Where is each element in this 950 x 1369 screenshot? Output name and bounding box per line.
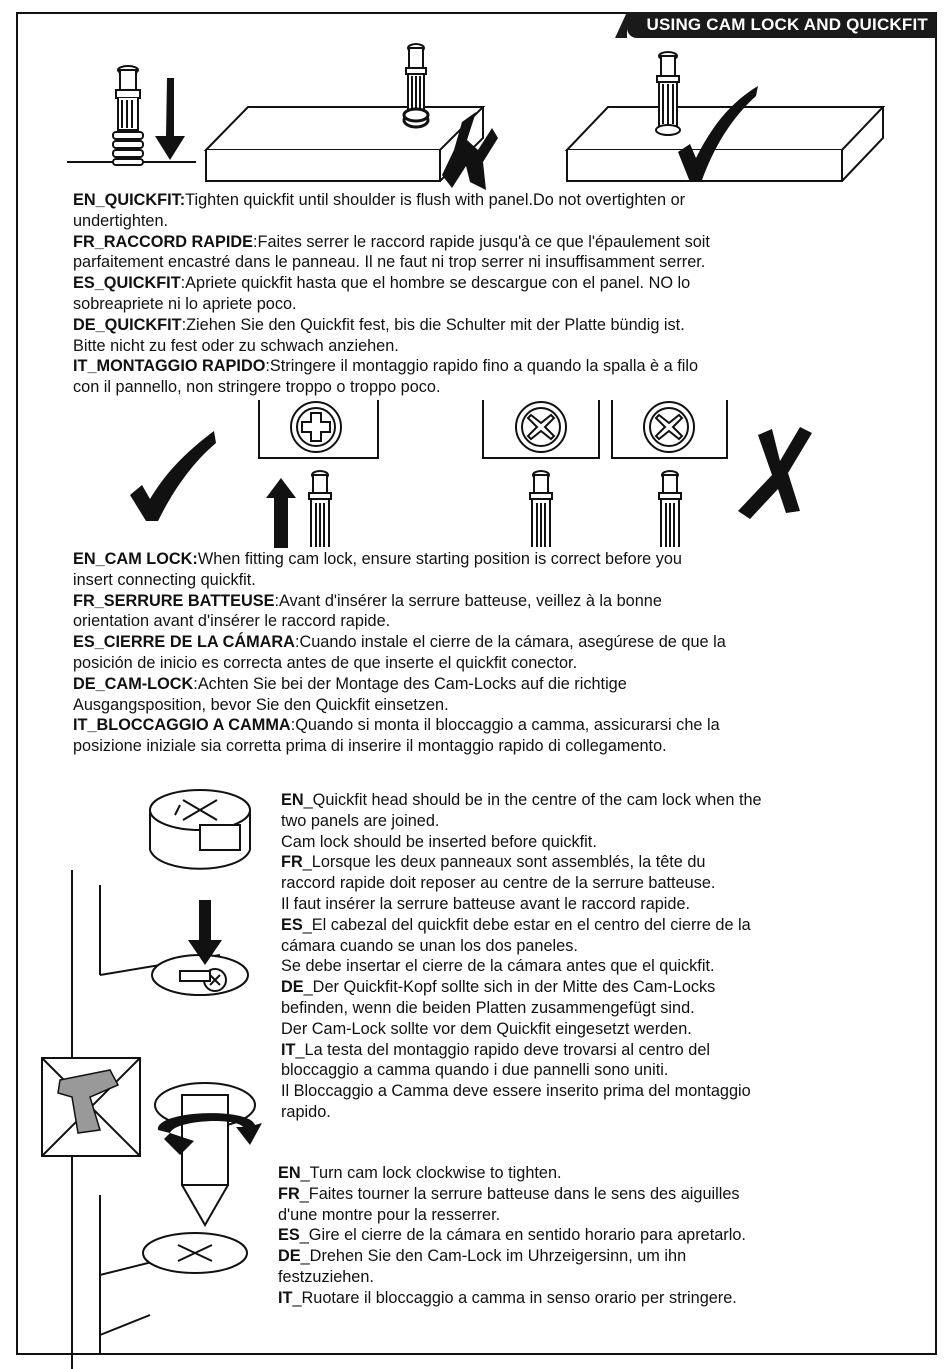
language-label: FR — [281, 853, 303, 872]
text-line — [278, 1246, 746, 1267]
text-line — [73, 211, 710, 232]
line-text: Tighten quickfit until shoulder is flush with panel.Do not overtighten or — [185, 191, 686, 209]
line-text: festzuziehen. — [278, 1267, 374, 1286]
text-line — [281, 1060, 762, 1081]
language-label: IT — [281, 1040, 296, 1059]
text-line — [73, 356, 710, 377]
language-label: ES — [278, 1226, 300, 1245]
quickfit-insert-illustration — [0, 0, 950, 200]
line-text: Se debe insertar el cierre de la cámara antes que el quickfit. — [281, 957, 715, 976]
language-label: ES_QUICKFIT — [73, 274, 181, 293]
text-line — [281, 956, 762, 977]
text-line — [73, 736, 726, 757]
text-line — [281, 1102, 762, 1123]
line-text: :Apriete quickfit hasta que el hombre se descargue con el panel. NO lo — [180, 274, 691, 293]
line-text: _Gire el cierre de la cámara en sentido horario para apretarlo. — [299, 1226, 746, 1245]
line-text: :Ziehen Sie den Quickfit fest, bis die Schulter mit der Platte bündig ist. — [181, 315, 685, 334]
language-label: IT_BLOCCAGGIO A CAMMA — [73, 716, 291, 735]
line-text: Ausgangsposition, bevor Sie den Quickfit einsetzen. — [73, 695, 449, 714]
text-line — [73, 315, 710, 336]
text-line — [73, 232, 710, 253]
text-line — [73, 252, 710, 273]
line-text: _Turn cam lock clockwise to tighten. — [300, 1164, 562, 1182]
text-line — [281, 832, 762, 853]
cam-lock-orientation-illustration — [0, 395, 950, 555]
line-text: con il pannello, non stringere troppo o troppo poco. — [73, 378, 441, 397]
text-line — [73, 294, 710, 315]
line-text: _La testa del montaggio rapido deve trovarsi al centro del — [295, 1040, 710, 1059]
text-line — [73, 549, 726, 570]
text-line — [281, 998, 762, 1019]
text-line — [278, 1184, 746, 1205]
text-line — [278, 1205, 746, 1226]
line-text: cámara cuando se unan los dos paneles. — [281, 936, 578, 955]
line-text: :Quando si monta il bloccaggio a camma, assicurarsi che la — [290, 716, 720, 735]
cam-lock-assembly-illustration — [0, 775, 280, 1355]
text-line — [281, 936, 762, 957]
line-text: d'une montre pour la resserrer. — [278, 1205, 501, 1224]
text-line — [281, 1040, 762, 1061]
text-line — [281, 894, 762, 915]
language-label: DE_CAM-LOCK — [73, 674, 194, 693]
quickfit-head-instructions — [281, 790, 762, 1123]
line-text: _Ruotare il bloccaggio a camma in senso orario per stringere. — [292, 1288, 737, 1307]
line-text: _Der Quickfit-Kopf sollte sich in der Mitte des Cam-Locks — [303, 978, 716, 997]
language-label: EN_CAM LOCK: — [73, 550, 198, 568]
text-line — [281, 852, 762, 873]
line-text: _Faites tourner la serrure batteuse dans le sens des aiguilles — [299, 1184, 740, 1203]
language-label: DE_QUICKFIT — [73, 315, 182, 334]
language-label: EN — [278, 1164, 301, 1182]
language-label: IT_MONTAGGIO RAPIDO — [73, 357, 266, 376]
text-line — [73, 611, 726, 632]
line-text: :Cuando instale el cierre de la cámara, asegúrese de que la — [294, 633, 726, 652]
line-text: undertighten. — [73, 211, 169, 230]
language-label: DE — [281, 978, 304, 997]
line-text: posición de inicio es correcta antes de que inserte el quickfit conector. — [73, 653, 578, 672]
text-line — [73, 190, 710, 211]
language-label: FR_RACCORD RAPIDE — [73, 232, 254, 251]
language-label: FR_SERRURE BATTEUSE — [73, 591, 275, 610]
text-line — [278, 1288, 746, 1309]
text-line — [73, 591, 726, 612]
line-text: two panels are joined. — [281, 811, 440, 830]
language-label: FR — [278, 1184, 300, 1203]
line-text: sobreapriete ni lo apriete poco. — [73, 294, 297, 313]
line-text: insert connecting quickfit. — [73, 570, 256, 589]
text-line — [73, 653, 726, 674]
page-title: USING CAM LOCK AND QUICKFIT — [627, 12, 936, 38]
text-line — [73, 336, 710, 357]
line-text: orientation avant d'insérer le raccord rapide. — [73, 612, 391, 631]
text-line — [73, 674, 726, 695]
line-text: raccord rapide doit reposer au centre de la serrure batteuse. — [281, 874, 716, 893]
text-line — [73, 715, 726, 736]
line-text: befinden, wenn die beiden Platten zusammengefügt sind. — [281, 998, 695, 1017]
line-text: :Stringere il montaggio rapido fino a quando la spalla è a filo — [265, 357, 699, 376]
text-line — [281, 790, 762, 811]
text-line — [281, 915, 762, 936]
text-line — [281, 811, 762, 832]
line-text: _El cabezal del quickfit debe estar en el centro del cierre de la — [302, 915, 751, 934]
line-text: :Achten Sie bei der Montage des Cam-Locks auf die richtige — [193, 674, 627, 693]
line-text: rapido. — [281, 1102, 331, 1121]
language-label: EN — [281, 791, 304, 809]
line-text: Bitte nicht zu fest oder zu schwach anziehen. — [73, 336, 399, 355]
line-text: Il Bloccaggio a Camma deve essere inserito prima del montaggio — [281, 1082, 751, 1101]
language-label: EN_QUICKFIT: — [73, 191, 186, 209]
text-line — [281, 977, 762, 998]
text-line — [278, 1225, 746, 1246]
line-text: Der Cam-Lock sollte vor dem Quickfit eingesetzt werden. — [281, 1019, 692, 1038]
line-text: _Drehen Sie den Cam-Lock im Uhrzeigersinn, um ihn — [300, 1247, 687, 1266]
line-text: Cam lock should be inserted before quickfit. — [281, 832, 597, 851]
text-line — [73, 632, 726, 653]
line-text: Il faut insérer la serrure batteuse avant le raccord rapide. — [281, 894, 691, 913]
line-text: :Faites serrer le raccord rapide jusqu'à ce que l'épaulement soit — [253, 232, 710, 251]
language-label: IT — [278, 1288, 293, 1307]
line-text: bloccaggio a camma quando i due pannelli sono uniti. — [281, 1061, 669, 1080]
line-text: When fitting cam lock, ensure starting position is correct before you — [197, 550, 682, 568]
text-line — [278, 1163, 746, 1184]
line-text: posizione iniziale sia corretta prima di inserire il montaggio rapido di collegamento. — [73, 737, 667, 756]
text-line — [73, 570, 726, 591]
quickfit-instructions — [73, 190, 710, 398]
text-line — [281, 1081, 762, 1102]
text-line — [281, 873, 762, 894]
cam-lock-instructions — [73, 549, 726, 757]
line-text: _Quickfit head should be in the centre of the cam lock when the — [303, 791, 762, 809]
line-text: _Lorsque les deux panneaux sont assemblés, la tête du — [302, 853, 706, 872]
line-text: parfaitement encastré dans le panneau. Il ne faut ni trop serrer ni insuffisamment serrer. — [73, 253, 706, 272]
text-line — [73, 273, 710, 294]
language-label: ES_CIERRE DE LA CÁMARA — [73, 633, 295, 652]
text-line — [73, 695, 726, 716]
text-line — [278, 1267, 746, 1288]
text-line — [281, 1019, 762, 1040]
turn-cam-lock-instructions — [278, 1163, 746, 1309]
language-label: ES — [281, 915, 303, 934]
line-text: :Avant d'insérer la serrure batteuse, veillez à la bonne — [274, 591, 662, 610]
language-label: DE — [278, 1247, 301, 1266]
